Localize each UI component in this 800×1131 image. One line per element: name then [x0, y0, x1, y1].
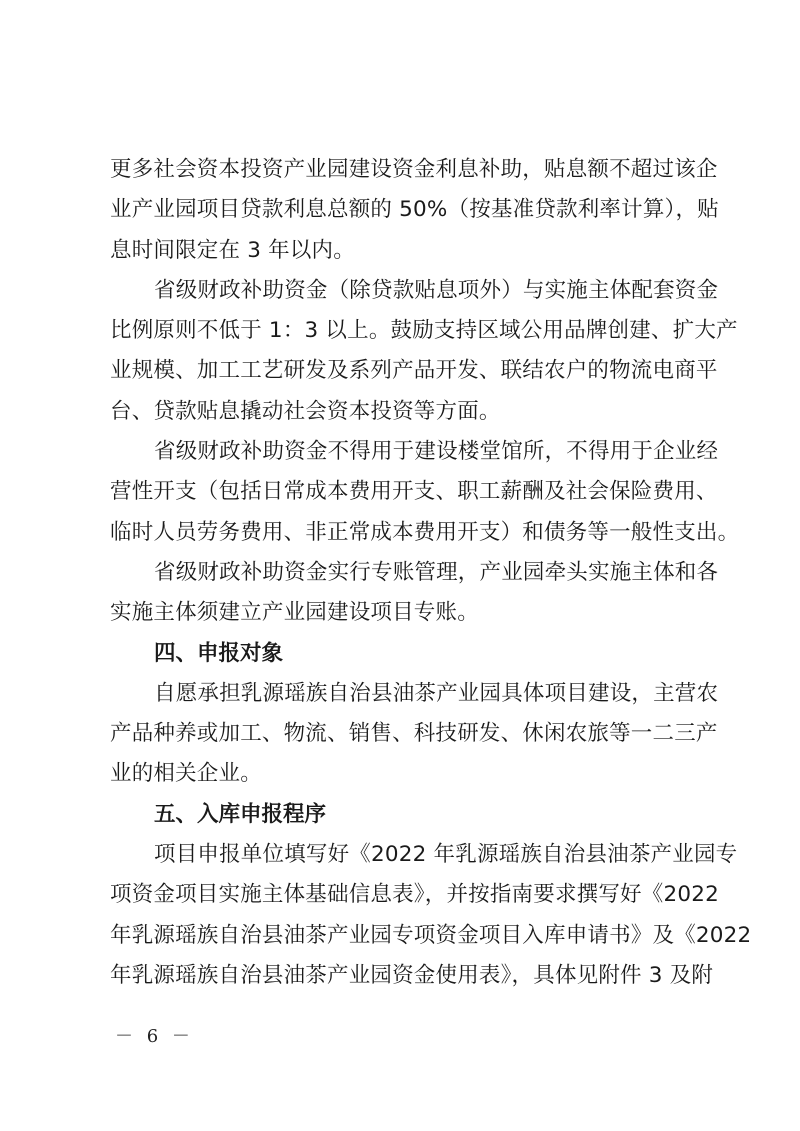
- paragraph-line: 年乳源瑶族自治县油茶产业园资金使用表》，具体见附件 3 及附: [110, 962, 714, 988]
- section-heading-5: 五、入库申报程序: [154, 801, 327, 827]
- paragraph-line: 省级财政补助资金（除贷款贴息项外）与实施主体配套资金: [154, 277, 719, 303]
- paragraph-line: 更多社会资本投资产业园建设资金利息补助，贴息额不超过该企: [110, 157, 718, 182]
- paragraph-line: 营性开支（包括日常成本费用开支、职工薪酬及社会保险费用、: [110, 479, 718, 505]
- paragraph-line: 比例原则不低于 1：3 以上。鼓励支持区域公用品牌创建、扩大产: [110, 318, 738, 344]
- paragraph-line: 业的相关企业。: [110, 761, 262, 787]
- paragraph-line: 项目申报单位填写好《2022 年乳源瑶族自治县油茶产业园专: [154, 842, 738, 868]
- page-number: － 6 －: [115, 1026, 194, 1047]
- paragraph-line: 省级财政补助资金实行专账管理，产业园牵头实施主体和各: [154, 559, 719, 585]
- paragraph-line: 业产业园项目贷款利息总额的 50%（按基准贷款利率计算），贴: [110, 197, 719, 223]
- paragraph-line: 业规模、加工工艺研发及系列产品开发、联结农户的物流电商平: [110, 358, 718, 384]
- paragraph-line: 实施主体须建立产业园建设项目专账。: [110, 600, 479, 626]
- paragraph-line: 台、贷款贴息撬动社会资本投资等方面。: [110, 398, 501, 424]
- document-body: [110, 150, 752, 996]
- paragraph-line: 产品种养或加工、物流、销售、科技研发、休闲农旅等一二三产: [110, 721, 718, 747]
- paragraph-line: 自愿承担乳源瑶族自治县油茶产业园具体项目建设，主营农: [154, 680, 719, 706]
- section-heading-4: 四、申报对象: [154, 640, 284, 666]
- paragraph-line: 年乳源瑶族自治县油茶产业园专项资金项目入库申请书》及《2022: [110, 922, 752, 948]
- paragraph-line: 项资金项目实施主体基础信息表》，并按指南要求撰写好《2022: [110, 882, 719, 908]
- paragraph-line: 省级财政补助资金不得用于建设楼堂馆所，不得用于企业经: [154, 439, 719, 465]
- paragraph-line: 临时人员劳务费用、非正常成本费用开支）和债务等一般性支出。: [110, 519, 740, 545]
- paragraph-line: 息时间限定在 3 年以内。: [110, 237, 355, 263]
